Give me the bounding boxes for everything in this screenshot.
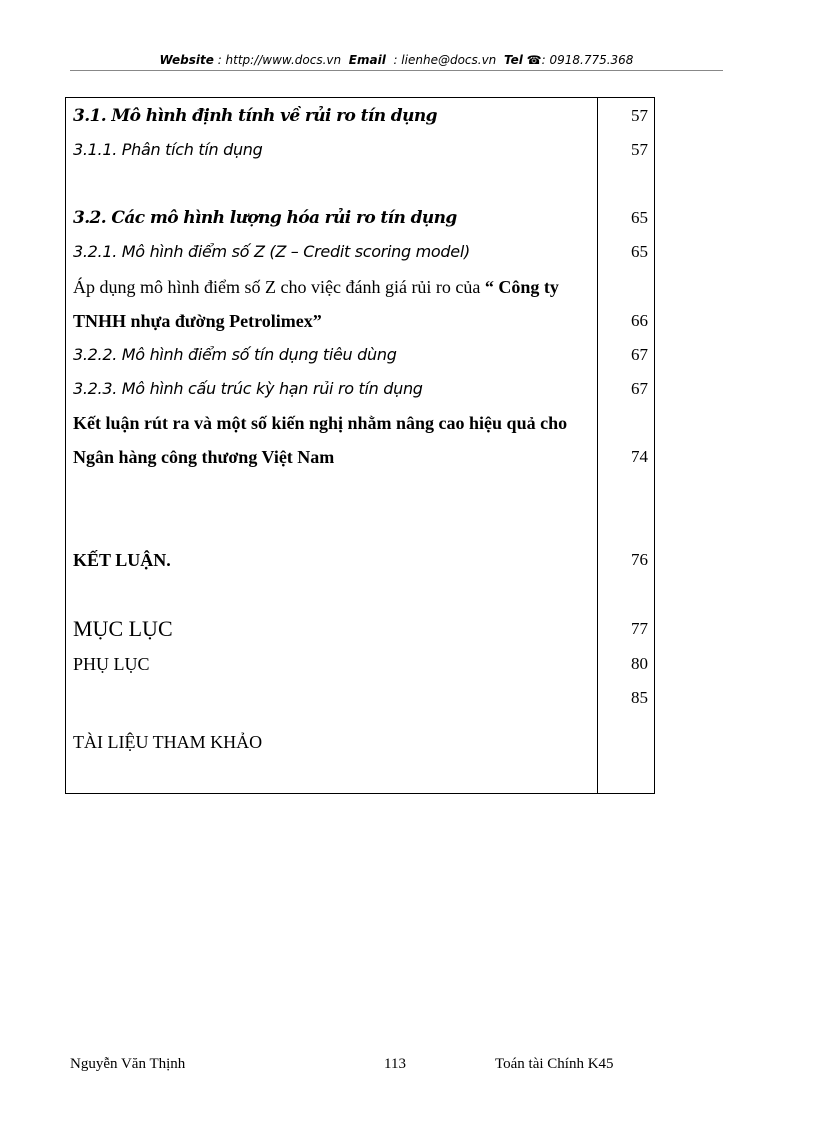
- toc-row-title: Kết luận rút ra và một số kiến nghị nhằm nâng cao hiệu quả cho: [73, 413, 568, 433]
- toc-row: [66, 340, 654, 370]
- toc-row-page: 80: [631, 654, 648, 673]
- toc-row-page: 66: [631, 311, 648, 330]
- toc-row: [66, 727, 654, 757]
- toc-row-page: 85: [631, 688, 648, 707]
- toc-row-title-bold: “ Công ty: [484, 277, 559, 297]
- toc-row: [66, 649, 654, 679]
- toc-row-page: 76: [631, 550, 648, 569]
- footer-class-name: Toán tài Chính K45: [495, 1056, 614, 1072]
- toc-table: [65, 97, 655, 794]
- toc-row-page: 67: [631, 345, 648, 364]
- tel-label: Tel: [503, 53, 523, 67]
- toc-row: [66, 545, 654, 575]
- toc-row-title: 3.1. Mô hình định tính về rủi ro tín dụng: [73, 106, 437, 126]
- toc-row-page: 57: [631, 106, 648, 125]
- header-divider: [70, 70, 723, 71]
- phone-icon: ☎: [526, 53, 542, 67]
- toc-row: [66, 374, 654, 404]
- toc-row-title: TNHH nhựa đường Petrolimex”: [73, 311, 322, 331]
- toc-row-title: 3.2.2. Mô hình điểm số tín dụng tiêu dùng: [73, 345, 397, 364]
- toc-row: [66, 135, 654, 165]
- page-header: [70, 52, 723, 68]
- toc-row-page: 67: [631, 379, 648, 398]
- toc-row-title: KẾT LUẬN.: [73, 550, 171, 570]
- toc-row-page: 57: [631, 140, 648, 159]
- toc-row: [66, 614, 654, 644]
- toc-row-title: 3.1.1. Phân tích tín dụng: [73, 140, 263, 159]
- toc-row: [66, 306, 654, 336]
- toc-row-title: [73, 272, 559, 302]
- toc-row: [66, 101, 654, 131]
- toc-row-page: 74: [631, 447, 648, 466]
- toc-row-title: PHỤ LỤC: [73, 654, 150, 674]
- toc-row: [66, 408, 654, 438]
- toc-row-title: 3.2. Các mô hình lượng hóa rủi ro tín dụng: [73, 208, 457, 228]
- toc-row: [66, 272, 654, 302]
- toc-row-page: 65: [631, 208, 648, 227]
- toc-row-page: 77: [631, 619, 648, 638]
- toc-row-title: 3.2.3. Mô hình cấu trúc kỳ hạn rủi ro tín dụng: [73, 379, 423, 398]
- toc-row-page: 65: [631, 242, 648, 261]
- toc-row-title: Ngân hàng công thương Việt Nam: [73, 447, 335, 467]
- toc-row-title: 3.2.1. Mô hình điểm số Z (Z – Credit scoring model): [73, 242, 470, 261]
- website-label: Website: [159, 53, 214, 67]
- website-value[interactable]: : http://www.docs.vn: [217, 53, 342, 67]
- toc-row: [66, 683, 654, 713]
- footer-page-number: 113: [384, 1056, 406, 1072]
- email-value[interactable]: : lienhe@docs.vn: [393, 53, 497, 67]
- toc-row-title: MỤC LỤC: [73, 616, 173, 641]
- tel-value: : 0918.775.368: [541, 53, 634, 67]
- email-label: Email: [348, 53, 386, 67]
- toc-row-title-normal: Áp dụng mô hình điểm số Z cho việc đánh giá rủi ro của: [73, 277, 485, 297]
- toc-row: [66, 237, 654, 267]
- toc-row: [66, 203, 654, 233]
- footer-author: Nguyễn Văn Thịnh: [70, 1056, 186, 1072]
- toc-row: [66, 442, 654, 472]
- toc-row-title: TÀI LIỆU THAM KHẢO: [73, 732, 263, 752]
